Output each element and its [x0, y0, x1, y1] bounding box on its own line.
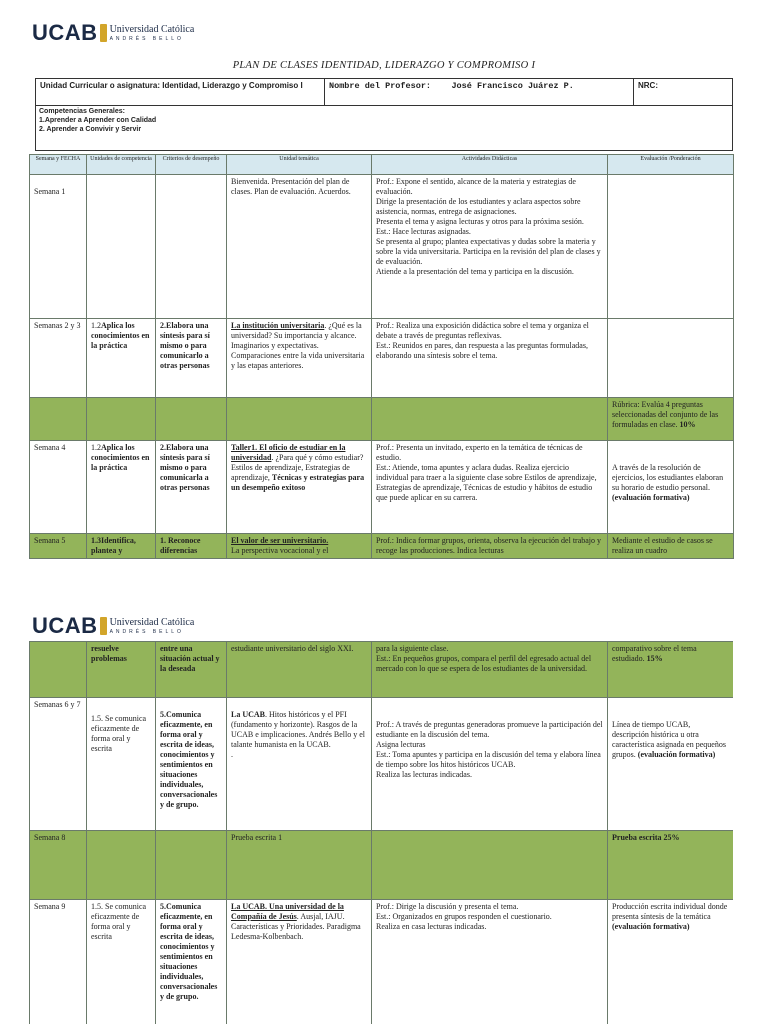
- tematica-cell: Prueba escrita 1: [227, 831, 372, 900]
- header-evaluacion: Evaluación /Ponderación: [608, 155, 734, 175]
- unidad-curricular: Unidad Curricular o asignatura: Identidad, Liderazgo y Compromiso I: [36, 79, 325, 106]
- empty-cell: [87, 831, 156, 900]
- logo-andres-bello: ANDRÉS BELLO: [109, 35, 184, 42]
- semana-cell: Semana 8: [30, 831, 87, 900]
- unidad-cell: [87, 319, 156, 398]
- tematica-rest: . Ausjal, IAJU. Características y Prioridades. Paradigma Ledesma-Kolbenbach.: [231, 912, 361, 941]
- tematica-mid: . ¿Para qué y cómo estudiar? Estilos de aprendizaje, Estrategias de aprendizaje,: [231, 453, 364, 482]
- unidad-cell: resuelve problemas: [87, 642, 156, 698]
- logo-university: Universidad Católica: [109, 23, 195, 35]
- evaluacion-cell: Prueba escrita 25%: [608, 831, 734, 900]
- actividades-cell: Prof.: A través de preguntas generadoras promueve la participación del estudiante en la discusión del tema. Asigna lecturas Est.: Toma apuntes y participa en la discusión del tema y elabora línea de tiempo sobre los hitos históricos UCAB. Realiza las lecturas indicadas.: [372, 698, 608, 831]
- logo-andres-bello: ANDRÉS BELLO: [109, 628, 184, 635]
- profesor-name: José Francisco Juárez P.: [451, 81, 574, 91]
- table-row-highlight: [30, 831, 734, 900]
- table-row-highlight: [30, 398, 734, 441]
- tematica-cell: Bienvenida. Presentación del plan de clases. Plan de evaluación. Acuerdos.: [227, 175, 372, 319]
- evaluacion-text: comparativo sobre el tema estudiado.: [612, 644, 697, 663]
- tematica-cell: estudiante universitario del siglo XXI.: [227, 642, 372, 698]
- criterio-cell: [156, 175, 227, 319]
- unidad-num: 1.2: [91, 443, 101, 452]
- evaluacion-weight: 10%: [679, 420, 696, 429]
- actividades-cell: Prof.: Realiza una exposición didáctica sobre el tema y organiza el debate a través de preguntas reflexivas. Est.: Reunidos en pares, dan respuesta a las preguntas formuladas, elaborando una síntesis sobre el tema.: [372, 319, 608, 398]
- criterio-cell: 2.Elabora una síntesis para sí mismo o para comunicarlo a otras personas: [156, 319, 227, 398]
- nrc-cell: NRC:: [634, 79, 733, 106]
- empty-cell: [156, 831, 227, 900]
- plan-table-page-2: [29, 641, 733, 1024]
- course-info-table: [35, 78, 733, 106]
- empty-cell: [372, 398, 608, 441]
- semana-cell: Semana 1: [30, 175, 87, 319]
- unidad-text: Aplica los conocimientos en la práctica: [91, 321, 150, 350]
- evaluacion-weight: 15%: [646, 654, 663, 663]
- tematica-cell: [227, 900, 372, 1024]
- crest-icon: [100, 24, 107, 42]
- empty-cell: [30, 398, 87, 441]
- profesor-cell: [325, 79, 634, 106]
- unidad-cell: 1.3Identifica, plantea y: [87, 534, 156, 559]
- evaluacion-text: A través de la resolución de ejercicios, los estudiantes elaboran su horario de estudio personal.: [612, 463, 724, 492]
- table-row-highlight: [30, 642, 734, 698]
- semana-cell: Semana 9: [30, 900, 87, 1024]
- tematica-cell: [227, 698, 372, 831]
- header-unidades: Unidades de competencia: [87, 155, 156, 175]
- tematica-rest: La perspectiva vocacional y el: [231, 546, 329, 555]
- tematica-rest: . Hitos históricos y el PFI (fundamento y horizonte). Rasgos de la UCAB e implicaciones. Andrés Bello y el talante humanista en la UCAB. .: [231, 710, 365, 759]
- header-semana: Semana y FECHA: [30, 155, 87, 175]
- page-2-clip: [29, 641, 733, 1024]
- unidad-cell: [87, 441, 156, 534]
- header-actividades: Actividades Didácticas: [372, 155, 608, 175]
- unidad-cell: 1.5. Se comunica eficazmente de forma oral y escrita: [87, 900, 156, 1024]
- tematica-bold: La UCAB: [231, 710, 266, 719]
- tematica-bold-2: Técnicas y estrategias para un desempeño exitoso: [231, 473, 365, 492]
- tematica-bold: La UCAB. Una universidad de la Compañía de Jesús: [231, 902, 344, 921]
- ucab-logo-page-2: [32, 613, 194, 639]
- evaluacion-formativa: (evaluación formativa): [612, 922, 690, 931]
- evaluacion-text: Producción escrita individual donde presenta síntesis de la temática: [612, 902, 728, 921]
- plan-table-page-1: [29, 154, 734, 559]
- tematica-bold: Taller1. El oficio de estudiar en la universidad: [231, 443, 346, 462]
- header-unidad-tematica: Unidad temática: [227, 155, 372, 175]
- logo-brand: UCAB: [32, 20, 98, 45]
- empty-cell: [87, 398, 156, 441]
- evaluacion-text: Línea de tiempo UCAB, descripción histórica u otra característica asignada en pequeños grupos.: [612, 720, 726, 759]
- criterio-cell: entre una situación actual y la deseada: [156, 642, 227, 698]
- table-row: [30, 698, 734, 831]
- criterio-cell: 5.Comunica eficazmente, en forma oral y escrita de ideas, conocimientos y sentimientos en situaciones individuales, conversacionales y de grupo.: [156, 900, 227, 1024]
- evaluacion-text: Rúbrica: Evalúa 4 preguntas seleccionadas del conjunto de las formuladas en clase.: [612, 400, 719, 429]
- tematica-rest: . ¿Qué es la universidad? Su importancia y alcance. Imaginarios y expectativas. Comparaciones entre la vida universitaria y las etapas anteriores.: [231, 321, 365, 370]
- tematica-cell: [227, 319, 372, 398]
- empty-cell: [372, 831, 608, 900]
- header-criterios: Criterios de desempeño: [156, 155, 227, 175]
- table-row: [30, 319, 734, 398]
- semana-cell: Semanas 2 y 3: [30, 319, 87, 398]
- evaluacion-cell: [608, 175, 734, 319]
- competencias-title: Competencias Generales:: [39, 108, 125, 115]
- logo-university: Universidad Católica: [109, 616, 195, 628]
- criterio-cell: 5.Comunica eficazmente, en forma oral y escrita de ideas, conocimientos y sentimientos en situaciones individuales, conversacionales y de grupo.: [156, 698, 227, 831]
- semana-cell: Semana 5: [30, 534, 87, 559]
- tematica-cell: [227, 441, 372, 534]
- unidad-cell: [87, 175, 156, 319]
- evaluacion-cell: [608, 642, 734, 698]
- actividades-cell: para la siguiente clase. Est.: En pequeños grupos, compara el perfil del egresado actual del mercado con lo que se espera de los estudiantes de la universidad.: [372, 642, 608, 698]
- competencias-generales: [35, 105, 733, 151]
- tematica-cell: [227, 534, 372, 559]
- competencia-2: 2. Aprender a Convivir y Servir: [39, 126, 142, 133]
- ucab-logo: [32, 20, 194, 46]
- evaluacion-cell: [608, 441, 734, 534]
- unidad-num: 1.2: [91, 321, 101, 330]
- tematica-bold: La institución universitaria: [231, 321, 325, 330]
- evaluacion-cell: [608, 398, 734, 441]
- logo-brand: UCAB: [32, 613, 98, 638]
- table-row: [30, 175, 734, 319]
- evaluacion-formativa: (evaluación formativa): [612, 493, 690, 502]
- evaluacion-formativa: (evaluación formativa): [637, 750, 716, 759]
- actividades-cell: Prof.: Dirige la discusión y presenta el tema. Est.: Organizados en grupos responden el cuestionario. Realiza en casa lecturas indicadas.: [372, 900, 608, 1024]
- profesor-label: Nombre del Profesor:: [329, 81, 432, 91]
- table-row: [30, 441, 734, 534]
- semana-cell: Semana 4: [30, 441, 87, 534]
- actividades-cell: Prof.: Indica formar grupos, orienta, observa la ejecución del trabajo y recoge las producciones. Indica lecturas: [372, 534, 608, 559]
- document-title: PLAN DE CLASES IDENTIDAD, LIDERAZGO Y COMPROMISO I: [232, 60, 536, 71]
- empty-cell: [227, 398, 372, 441]
- actividades-cell: Prof.: Presenta un invitado, experto en la temática de técnicas de estudio. Est.: Atiende, toma apuntes y aclara dudas. Realiza ejercicio individual para traer a la siguiente clase sobre Estilos de aprendizaje, Estrategias de aprendizaje, Técnicas de estudio y hábitos de estudio que puede aplicar en su carrera.: [372, 441, 608, 534]
- tematica-bold: El valor de ser universitario.: [231, 536, 329, 545]
- empty-cell: [30, 642, 87, 698]
- semana-cell: Semanas 6 y 7: [30, 698, 87, 831]
- evaluacion-cell: [608, 900, 734, 1024]
- crest-icon: [100, 617, 107, 635]
- unidad-text: Aplica los conocimientos en la práctica: [91, 443, 150, 472]
- table-row: [30, 900, 734, 1024]
- evaluacion-cell: [608, 319, 734, 398]
- unidad-cell: 1.5. Se comunica eficazmente de forma oral y escrita: [87, 698, 156, 831]
- actividades-cell: Prof.: Expone el sentido, alcance de la materia y estrategias de evaluación. Dirige la presentación de los estudiantes y aclara aspectos sobre asistencia, normas, entrega de asignaciones. Presenta el tema y asigna lecturas y otros para la próxima sesión. Est.: Hace lecturas asignadas. Se presenta al grupo; plantea expectativas y dudas sobre la materia y sobre la vida universitaria. Participa en la revisión del plan de clases y de evaluación. Atiende a la presentación del tema y participa en la discusión.: [372, 175, 608, 319]
- evaluacion-cell: [608, 698, 734, 831]
- competencia-1: 1.Aprender a Aprender con Calidad: [39, 117, 157, 124]
- criterio-cell: 2.Elabora una síntesis para sí mismo o para comunicarla a otras personas: [156, 441, 227, 534]
- empty-cell: [156, 398, 227, 441]
- table-row-highlight: [30, 534, 734, 559]
- criterio-cell: 1. Reconoce diferencias: [156, 534, 227, 559]
- evaluacion-cell: Mediante el estudio de casos se realiza un cuadro: [608, 534, 734, 559]
